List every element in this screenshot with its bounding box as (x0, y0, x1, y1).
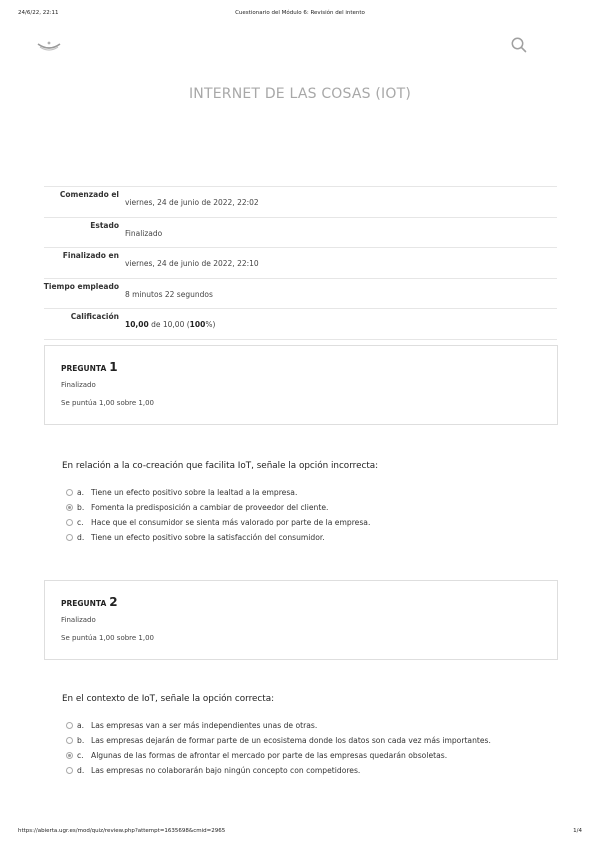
question-grade: Se puntúa 1,00 sobre 1,00 (61, 634, 155, 642)
print-url: https://abierta.ugr.es/mod/quiz/review.php?attempt=1635698&cmid=2965 (18, 828, 226, 834)
option-text: Las empresas no colaborarán bajo ningún concepto con competidores. (91, 766, 361, 775)
summary-row-state (44, 218, 557, 249)
option-letter: a. (77, 488, 85, 497)
option-letter: a. (77, 721, 85, 730)
summary-value: 8 minutos 22 segundos (125, 289, 213, 299)
question-text-1: En relación a la co-creación que facilita IoT, señale la opción incorrecta: (62, 461, 379, 471)
print-header (18, 10, 582, 20)
option-text: Hace que el consumidor se sienta más valorado por parte de la empresa. (91, 518, 371, 527)
print-page-number: 1/4 (573, 828, 582, 834)
summary-label: Comenzado el (59, 190, 119, 199)
radio-icon[interactable] (66, 722, 73, 729)
grade-out-of: de 10,00 ( (148, 320, 190, 329)
summary-label: Finalizado en (62, 251, 119, 260)
option-text: Fomenta la predisposición a cambiar de proveedor del cliente. (91, 503, 329, 512)
grade-percent: 100 (189, 320, 206, 329)
question-state: Finalizado (61, 616, 96, 624)
print-footer (18, 828, 582, 838)
question-label: PREGUNTA (61, 364, 107, 373)
option-letter: c. (77, 518, 84, 527)
grade-score: 10,00 (125, 320, 149, 329)
radio-selected-icon[interactable] (66, 752, 73, 759)
question-heading (61, 360, 118, 374)
summary-grade-value (125, 320, 215, 329)
radio-icon[interactable] (66, 767, 73, 774)
ugr-logo-icon[interactable] (36, 38, 62, 54)
radio-icon[interactable] (66, 519, 73, 526)
option-text: Tiene un efecto positivo sobre la satisfacción del consumidor. (91, 533, 325, 542)
question-text-2: En el contexto de IoT, señale la opción correcta: (62, 694, 275, 704)
radio-icon[interactable] (66, 489, 73, 496)
question-label: PREGUNTA (61, 599, 107, 608)
question-heading (61, 595, 118, 609)
summary-value: viernes, 24 de junio de 2022, 22:10 (125, 259, 259, 268)
option-letter: d. (77, 766, 85, 775)
option-letter: b. (77, 503, 85, 512)
option-text: Las empresas dejarán de formar parte de un ecosistema donde los datos son cada vez más importantes. (91, 736, 491, 745)
option-text: Las empresas van a ser más independientes unas de otras. (91, 721, 318, 730)
summary-row-time (44, 279, 557, 310)
summary-label: Tiempo empleado (43, 281, 119, 291)
print-page-title: Cuestionario del Módulo 6: Revisión del intento (235, 10, 365, 16)
summary-row-grade (44, 309, 557, 340)
option-letter: c. (77, 751, 84, 760)
course-title: INTERNET DE LAS COSAS (IOT) (188, 86, 412, 102)
question-info-card-1 (44, 345, 558, 425)
grade-end: %) (205, 320, 216, 329)
question-number: 1 (109, 360, 118, 374)
question-number: 2 (109, 595, 118, 609)
summary-label: Calificación (70, 312, 119, 321)
question-state: Finalizado (61, 381, 96, 389)
attempt-summary-table (44, 186, 557, 340)
radio-selected-icon[interactable] (66, 504, 73, 511)
question-info-card-2 (44, 580, 558, 660)
summary-value: viernes, 24 de junio de 2022, 22:02 (125, 198, 259, 207)
summary-row-started (44, 187, 557, 218)
option-text: Algunas de las formas de afrontar el mercado por parte de las empresas quedarán obsoletas. (91, 751, 448, 760)
option-letter: d. (77, 533, 85, 542)
summary-row-finished (44, 248, 557, 279)
summary-value: Finalizado (125, 228, 163, 238)
summary-label: Estado (90, 220, 119, 230)
search-icon[interactable] (510, 36, 528, 54)
radio-icon[interactable] (66, 737, 73, 744)
radio-icon[interactable] (66, 534, 73, 541)
print-datetime: 24/6/22, 22:11 (18, 10, 59, 16)
option-letter: b. (77, 736, 85, 745)
option-text: Tiene un efecto positivo sobre la lealtad a la empresa. (91, 488, 298, 497)
question-grade: Se puntúa 1,00 sobre 1,00 (61, 399, 155, 407)
